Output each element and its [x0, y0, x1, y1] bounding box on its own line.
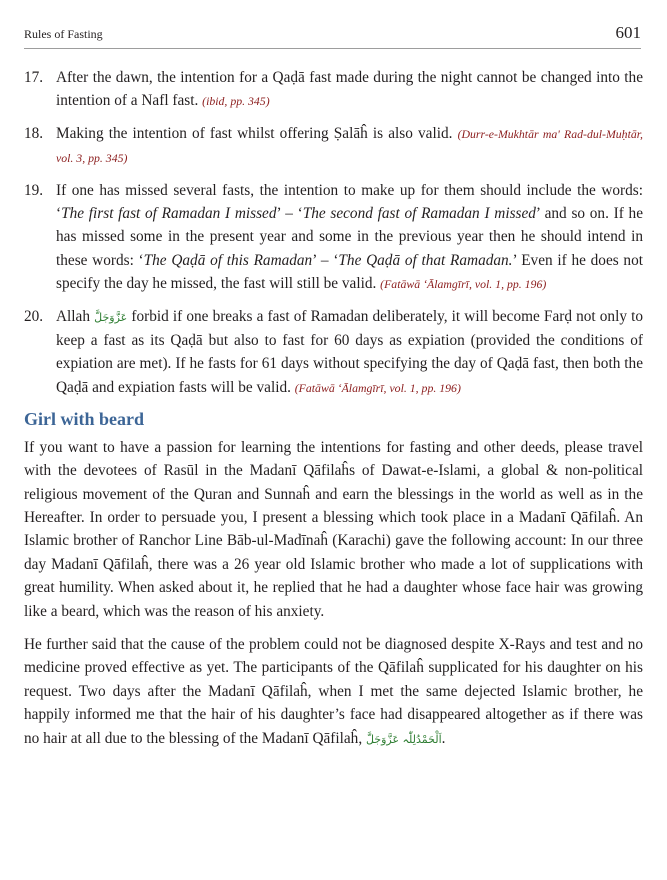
item-body-text: ’ and so on. If he has missed some in the present year and some in the previous year then he should intend in these words: ‘ [56, 205, 644, 269]
list-item [24, 179, 643, 297]
reference-citation: (Durr-e-Mukhtār ma' Rad-dul-Muḥtār, vol. 3, pp. 345) [56, 126, 643, 166]
item-number: 20. [24, 307, 44, 325]
item-text [56, 66, 643, 114]
paragraph-text: He further said that the cause of the problem could not be diagnosed despite X-Rays and test and no medicine proved effective as yet. The participants of the Qāfilaĥ supplicated for his daughter on his request. Two days after the Madanī Qāfilaĥ, when I met the same dejected Islamic brother, he happily informed me that the hair of his daughter’s face had disappeared altogether as if there was no hair at all due to the blessing of the Madanī Qāfilaĥ, [24, 635, 643, 747]
list-item [24, 66, 643, 114]
item-number: 17. [24, 69, 44, 86]
arabic-honorific: عَزَّوَجَلَّ [94, 310, 128, 324]
page-header [24, 20, 641, 49]
item-body-text: Allah [56, 307, 90, 325]
body-paragraph [24, 633, 643, 751]
quoted-intention: The Qaḍā of that Ramadan. [338, 251, 513, 269]
item-body-text: ’ Even if he does not specify the day he missed, the fast will still be valid. [56, 251, 643, 293]
item-text [56, 305, 643, 401]
item-body-text: forbid if one breaks a fast of Ramadan deliberately, it will become Farḍ not only to keep a fast as its Qaḍā but also to fast for 60 days as expiation (provided the conditions of expiation are met). If he fasts for 61 days without specifying the day of Qaḍā fast, then both the Qaḍā and expiation fasts will be valid. [56, 307, 644, 396]
item-text [56, 122, 643, 171]
page-number: 601 [615, 23, 641, 42]
item-body-text: After the dawn, the intention for a Qaḍā fast made during the night cannot be changed into the intention of a Nafl fast. [56, 69, 643, 110]
running-title: Rules of Fasting [24, 27, 103, 41]
list-item [24, 305, 643, 401]
reference-citation: (Fatāwā ‘Ālamgīrī, vol. 1, pp. 196) [294, 380, 461, 395]
quoted-intention: The Qaḍā of this Ramadan [143, 251, 313, 269]
body-paragraph: If you want to have a passion for learning the intentions for fasting and other deeds, please travel with the devotees of Rasūl in the Madanī Qāfilaĥs of Dawat-e-Islami, a global & non-political religious movement of the Quran and Sunnaĥ and earn the blessings in the world as well as in the Hereafter. In order to persuade you, I present a blessing which took place in a Madanī Qāfilaĥ. An Islamic brother of Ranchor Line Bāb-ul-Madīnaĥ (Karachi) gave the following account: In our three day Madanī Qāfilaĥ, there was a 26 year old Islamic brother who made a lot of supplications with great humility. When asked about it, he replied that he had a daughter whose face hair was growing like a beard, which was the reason of his anxiety. [24, 438, 643, 620]
item-number: 18. [24, 124, 44, 142]
quoted-intention: The second fast of Ramadan I missed [302, 205, 536, 223]
section-heading: Girl with beard [24, 409, 144, 430]
page-content [24, 66, 643, 761]
item-body-text: Making the intention of fast whilst offering Ṣalāĥ is also valid. [56, 124, 453, 142]
item-body-text: ’ – ‘ [276, 205, 303, 223]
reference-citation: (ibid, pp. 345) [202, 94, 270, 109]
reference-citation: (Fatāwā ‘Ālamgīrī, vol. 1, pp. 196) [380, 277, 547, 292]
item-body-text: If one has missed several fasts, the intention to make up for them should include the words: ‘ [56, 181, 643, 223]
paragraph-end: . [441, 729, 446, 747]
item-text [56, 179, 643, 297]
item-number: 19. [24, 181, 44, 199]
list-item [24, 122, 643, 171]
item-body-text: ’ – ‘ [312, 251, 339, 269]
arabic-praise: اَلْحَمْدُلِلّٰہ عَزَّوَجَلَّ [365, 732, 442, 746]
quoted-intention: The first fast of Ramadan I missed [61, 205, 277, 223]
